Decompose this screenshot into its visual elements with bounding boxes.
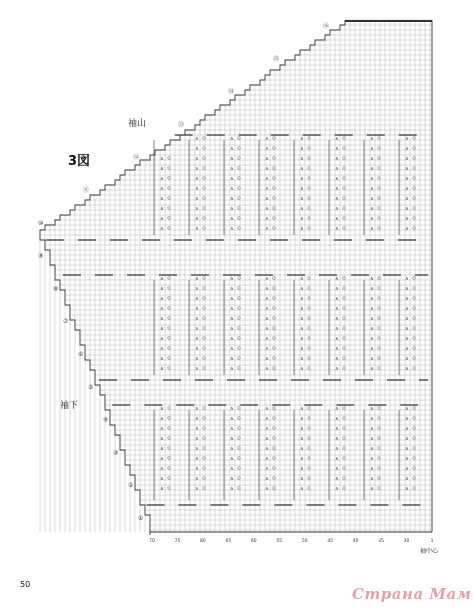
svg-text:∧: ∧ bbox=[230, 176, 234, 182]
svg-text:∧: ∧ bbox=[230, 156, 234, 162]
svg-text:∧: ∧ bbox=[335, 296, 339, 302]
svg-text:∧: ∧ bbox=[405, 426, 409, 432]
svg-text:∧: ∧ bbox=[160, 476, 164, 482]
svg-text:∧: ∧ bbox=[265, 176, 269, 182]
svg-text:∧: ∧ bbox=[265, 406, 269, 412]
svg-text:∧: ∧ bbox=[405, 476, 409, 482]
svg-text:∧: ∧ bbox=[195, 476, 199, 482]
svg-text:∧: ∧ bbox=[160, 316, 164, 322]
svg-text:∧: ∧ bbox=[230, 356, 234, 362]
svg-text:∧: ∧ bbox=[265, 156, 269, 162]
svg-text:∧: ∧ bbox=[265, 476, 269, 482]
svg-text:∧: ∧ bbox=[300, 366, 304, 372]
svg-text:∧: ∧ bbox=[335, 316, 339, 322]
svg-text:∧: ∧ bbox=[230, 296, 234, 302]
svg-text:∧: ∧ bbox=[230, 316, 234, 322]
svg-text:∧: ∧ bbox=[405, 296, 409, 302]
svg-text:∧: ∧ bbox=[370, 186, 374, 192]
svg-text:∧: ∧ bbox=[195, 366, 199, 372]
svg-text:∧: ∧ bbox=[230, 406, 234, 412]
svg-text:∧: ∧ bbox=[195, 276, 199, 282]
row-marker: ⑮ bbox=[273, 55, 280, 63]
svg-text:∧: ∧ bbox=[230, 446, 234, 452]
svg-text:∧: ∧ bbox=[300, 196, 304, 202]
svg-text:∧: ∧ bbox=[335, 176, 339, 182]
svg-text:∧: ∧ bbox=[300, 136, 304, 142]
svg-text:∧: ∧ bbox=[300, 406, 304, 412]
svg-text:∧: ∧ bbox=[370, 476, 374, 482]
svg-text:∧: ∧ bbox=[265, 316, 269, 322]
row-marker: ④ bbox=[103, 416, 109, 424]
underarm-label: 袖下 bbox=[60, 401, 79, 411]
axis-tick-label: 35 bbox=[378, 539, 384, 544]
svg-text:∧: ∧ bbox=[405, 446, 409, 452]
svg-text:∧: ∧ bbox=[265, 486, 269, 492]
svg-text:∧: ∧ bbox=[160, 426, 164, 432]
svg-text:∧: ∧ bbox=[265, 286, 269, 292]
row-marker: ⑬ bbox=[178, 121, 185, 129]
svg-text:∧: ∧ bbox=[300, 476, 304, 482]
svg-text:∧: ∧ bbox=[230, 436, 234, 442]
svg-text:∧: ∧ bbox=[230, 426, 234, 432]
row-marker: ⑤ bbox=[88, 383, 94, 391]
svg-text:∧: ∧ bbox=[195, 426, 199, 432]
svg-text:∧: ∧ bbox=[300, 346, 304, 352]
svg-text:∧: ∧ bbox=[335, 336, 339, 342]
svg-text:∧: ∧ bbox=[265, 226, 269, 232]
svg-text:∧: ∧ bbox=[230, 286, 234, 292]
svg-text:∧: ∧ bbox=[230, 166, 234, 172]
svg-text:∧: ∧ bbox=[160, 306, 164, 312]
svg-text:∧: ∧ bbox=[300, 186, 304, 192]
svg-text:∧: ∧ bbox=[370, 276, 374, 282]
svg-text:∧: ∧ bbox=[265, 166, 269, 172]
svg-text:∧: ∧ bbox=[160, 226, 164, 232]
svg-text:∧: ∧ bbox=[265, 346, 269, 352]
svg-text:∧: ∧ bbox=[370, 336, 374, 342]
svg-text:∧: ∧ bbox=[265, 416, 269, 422]
svg-text:∧: ∧ bbox=[230, 456, 234, 462]
svg-text:∧: ∧ bbox=[335, 476, 339, 482]
svg-text:∧: ∧ bbox=[300, 436, 304, 442]
axis-tick-label: 40 bbox=[352, 539, 359, 544]
svg-text:∧: ∧ bbox=[370, 156, 374, 162]
svg-text:∧: ∧ bbox=[160, 166, 164, 172]
svg-text:∧: ∧ bbox=[405, 136, 409, 142]
axis-tick-label: 50 bbox=[301, 539, 308, 544]
svg-text:∧: ∧ bbox=[195, 216, 199, 222]
svg-text:∧: ∧ bbox=[335, 456, 339, 462]
svg-text:∧: ∧ bbox=[370, 166, 374, 172]
svg-text:∧: ∧ bbox=[300, 326, 304, 332]
axis-tick-label: 30 bbox=[403, 539, 410, 544]
svg-text:∧: ∧ bbox=[195, 326, 199, 332]
row-marker: ⑭ bbox=[228, 88, 235, 96]
svg-text:∧: ∧ bbox=[265, 146, 269, 152]
axis-tick-label: 65 bbox=[225, 539, 232, 544]
svg-text:∧: ∧ bbox=[405, 466, 409, 472]
svg-text:∧: ∧ bbox=[405, 206, 409, 212]
svg-text:∧: ∧ bbox=[195, 166, 199, 172]
svg-text:∧: ∧ bbox=[405, 436, 409, 442]
svg-text:∧: ∧ bbox=[335, 426, 339, 432]
svg-text:∧: ∧ bbox=[405, 356, 409, 362]
svg-text:∧: ∧ bbox=[160, 416, 164, 422]
svg-text:∧: ∧ bbox=[405, 456, 409, 462]
axis-tick-label: 80 bbox=[200, 539, 206, 544]
svg-text:∧: ∧ bbox=[335, 146, 339, 152]
svg-text:∧: ∧ bbox=[160, 196, 164, 202]
svg-text:∧: ∧ bbox=[300, 456, 304, 462]
svg-text:∧: ∧ bbox=[265, 296, 269, 302]
svg-text:∧: ∧ bbox=[300, 446, 304, 452]
svg-text:∧: ∧ bbox=[405, 176, 409, 182]
svg-text:∧: ∧ bbox=[230, 216, 234, 222]
svg-text:∧: ∧ bbox=[300, 486, 304, 492]
axis-tick-label: 75 bbox=[174, 539, 181, 544]
svg-text:∧: ∧ bbox=[335, 156, 339, 162]
svg-text:∧: ∧ bbox=[370, 446, 374, 452]
svg-text:∧: ∧ bbox=[195, 196, 199, 202]
svg-text:∧: ∧ bbox=[195, 466, 199, 472]
svg-text:∧: ∧ bbox=[370, 306, 374, 312]
svg-text:∧: ∧ bbox=[265, 306, 269, 312]
svg-text:∧: ∧ bbox=[370, 316, 374, 322]
svg-text:∧: ∧ bbox=[405, 186, 409, 192]
axis-tick-label: 70 bbox=[149, 539, 155, 544]
svg-text:∧: ∧ bbox=[335, 136, 339, 142]
svg-text:∧: ∧ bbox=[300, 426, 304, 432]
svg-text:∧: ∧ bbox=[300, 286, 304, 292]
row-marker: ③ bbox=[113, 449, 119, 457]
svg-text:∧: ∧ bbox=[370, 196, 374, 202]
svg-text:∧: ∧ bbox=[300, 146, 304, 152]
svg-text:∧: ∧ bbox=[405, 366, 409, 372]
svg-text:∧: ∧ bbox=[230, 146, 234, 152]
svg-text:∧: ∧ bbox=[230, 466, 234, 472]
svg-text:∧: ∧ bbox=[405, 146, 409, 152]
svg-text:∧: ∧ bbox=[405, 416, 409, 422]
svg-text:∧: ∧ bbox=[265, 436, 269, 442]
svg-text:∧: ∧ bbox=[370, 466, 374, 472]
svg-text:∧: ∧ bbox=[405, 166, 409, 172]
row-marker: ⑧ bbox=[53, 285, 59, 293]
svg-text:∧: ∧ bbox=[300, 306, 304, 312]
svg-text:∧: ∧ bbox=[300, 176, 304, 182]
axis-tick-label: 55 bbox=[276, 539, 283, 544]
svg-text:∧: ∧ bbox=[335, 196, 339, 202]
row-marker: ⑪ bbox=[83, 187, 90, 194]
svg-text:∧: ∧ bbox=[160, 156, 164, 162]
svg-text:∧: ∧ bbox=[195, 176, 199, 182]
svg-text:∧: ∧ bbox=[265, 426, 269, 432]
svg-text:∧: ∧ bbox=[405, 326, 409, 332]
svg-text:∧: ∧ bbox=[160, 276, 164, 282]
svg-text:∧: ∧ bbox=[405, 306, 409, 312]
svg-text:∧: ∧ bbox=[370, 226, 374, 232]
svg-text:∧: ∧ bbox=[335, 186, 339, 192]
svg-text:∧: ∧ bbox=[230, 206, 234, 212]
sleeve-cap-label: 袖山 bbox=[128, 119, 147, 129]
svg-text:∧: ∧ bbox=[160, 176, 164, 182]
row-marker: ⑫ bbox=[133, 154, 140, 162]
svg-text:∧: ∧ bbox=[335, 206, 339, 212]
svg-text:∧: ∧ bbox=[300, 316, 304, 322]
svg-text:∧: ∧ bbox=[265, 326, 269, 332]
svg-text:∧: ∧ bbox=[300, 156, 304, 162]
svg-text:∧: ∧ bbox=[265, 366, 269, 372]
svg-text:∧: ∧ bbox=[230, 486, 234, 492]
svg-text:∧: ∧ bbox=[160, 436, 164, 442]
svg-text:∧: ∧ bbox=[370, 426, 374, 432]
svg-text:∧: ∧ bbox=[405, 216, 409, 222]
svg-text:∧: ∧ bbox=[195, 226, 199, 232]
svg-text:∧: ∧ bbox=[195, 316, 199, 322]
svg-text:∧: ∧ bbox=[370, 206, 374, 212]
svg-text:∧: ∧ bbox=[335, 436, 339, 442]
svg-text:∧: ∧ bbox=[195, 456, 199, 462]
svg-text:∧: ∧ bbox=[230, 476, 234, 482]
svg-text:∧: ∧ bbox=[195, 136, 199, 142]
svg-text:∧: ∧ bbox=[160, 286, 164, 292]
svg-text:∧: ∧ bbox=[405, 336, 409, 342]
svg-text:∧: ∧ bbox=[335, 166, 339, 172]
svg-text:∧: ∧ bbox=[335, 306, 339, 312]
svg-text:∧: ∧ bbox=[370, 286, 374, 292]
page-number: 50 bbox=[20, 580, 31, 589]
svg-text:∧: ∧ bbox=[300, 336, 304, 342]
svg-text:∧: ∧ bbox=[265, 136, 269, 142]
svg-text:∧: ∧ bbox=[195, 406, 199, 412]
svg-text:∧: ∧ bbox=[335, 446, 339, 452]
svg-text:∧: ∧ bbox=[195, 296, 199, 302]
svg-text:∧: ∧ bbox=[160, 446, 164, 452]
svg-text:∧: ∧ bbox=[335, 346, 339, 352]
svg-text:∧: ∧ bbox=[230, 366, 234, 372]
svg-text:∧: ∧ bbox=[300, 206, 304, 212]
svg-text:∧: ∧ bbox=[405, 406, 409, 412]
svg-text:∧: ∧ bbox=[160, 346, 164, 352]
svg-text:∧: ∧ bbox=[370, 136, 374, 142]
svg-text:∧: ∧ bbox=[265, 186, 269, 192]
svg-text:∧: ∧ bbox=[195, 146, 199, 152]
row-marker: ② bbox=[128, 482, 134, 490]
svg-text:∧: ∧ bbox=[230, 306, 234, 312]
svg-text:∧: ∧ bbox=[335, 466, 339, 472]
svg-text:∧: ∧ bbox=[230, 226, 234, 232]
svg-text:∧: ∧ bbox=[195, 156, 199, 162]
svg-text:∧: ∧ bbox=[195, 336, 199, 342]
row-marker: ⑩ bbox=[38, 219, 44, 227]
svg-text:∧: ∧ bbox=[160, 406, 164, 412]
svg-text:∧: ∧ bbox=[335, 416, 339, 422]
svg-text:∧: ∧ bbox=[335, 226, 339, 232]
svg-text:∧: ∧ bbox=[265, 446, 269, 452]
svg-text:∧: ∧ bbox=[160, 186, 164, 192]
axis-tick-label: 60 bbox=[250, 539, 257, 544]
svg-text:∧: ∧ bbox=[370, 406, 374, 412]
svg-text:∧: ∧ bbox=[160, 366, 164, 372]
svg-text:∧: ∧ bbox=[370, 296, 374, 302]
svg-text:∧: ∧ bbox=[195, 346, 199, 352]
svg-text:∧: ∧ bbox=[160, 206, 164, 212]
svg-text:∧: ∧ bbox=[160, 356, 164, 362]
svg-text:∧: ∧ bbox=[370, 146, 374, 152]
svg-text:∧: ∧ bbox=[335, 216, 339, 222]
axis-tick-label: 45 bbox=[327, 539, 334, 544]
svg-text:∧: ∧ bbox=[195, 286, 199, 292]
svg-text:∧: ∧ bbox=[265, 336, 269, 342]
svg-text:∧: ∧ bbox=[335, 486, 339, 492]
svg-text:∧: ∧ bbox=[230, 136, 234, 142]
svg-text:∧: ∧ bbox=[300, 226, 304, 232]
svg-text:∧: ∧ bbox=[230, 196, 234, 202]
svg-text:∧: ∧ bbox=[265, 356, 269, 362]
svg-text:∧: ∧ bbox=[300, 466, 304, 472]
svg-text:∧: ∧ bbox=[195, 436, 199, 442]
row-marker: ⑨ bbox=[38, 252, 44, 260]
axis-tick-label: 1 bbox=[430, 539, 434, 544]
svg-text:∧: ∧ bbox=[160, 296, 164, 302]
svg-text:∧: ∧ bbox=[405, 486, 409, 492]
svg-text:∧: ∧ bbox=[335, 406, 339, 412]
svg-text:∧: ∧ bbox=[265, 276, 269, 282]
svg-text:∧: ∧ bbox=[300, 416, 304, 422]
svg-text:∧: ∧ bbox=[335, 366, 339, 372]
svg-text:∧: ∧ bbox=[230, 346, 234, 352]
svg-text:∧: ∧ bbox=[370, 416, 374, 422]
row-marker: ⑥ bbox=[78, 351, 84, 358]
svg-text:∧: ∧ bbox=[370, 176, 374, 182]
svg-text:∧: ∧ bbox=[405, 316, 409, 322]
svg-text:∧: ∧ bbox=[160, 216, 164, 222]
svg-text:∧: ∧ bbox=[265, 456, 269, 462]
svg-text:∧: ∧ bbox=[265, 196, 269, 202]
svg-text:∧: ∧ bbox=[195, 446, 199, 452]
svg-text:∧: ∧ bbox=[195, 186, 199, 192]
svg-text:∧: ∧ bbox=[230, 416, 234, 422]
svg-text:∧: ∧ bbox=[370, 216, 374, 222]
svg-text:∧: ∧ bbox=[405, 196, 409, 202]
svg-text:∧: ∧ bbox=[195, 206, 199, 212]
svg-text:∧: ∧ bbox=[335, 326, 339, 332]
svg-text:∧: ∧ bbox=[370, 326, 374, 332]
svg-text:∧: ∧ bbox=[195, 306, 199, 312]
svg-text:∧: ∧ bbox=[265, 206, 269, 212]
row-marker: ① bbox=[138, 515, 144, 522]
svg-text:∧: ∧ bbox=[300, 216, 304, 222]
svg-text:∧: ∧ bbox=[405, 226, 409, 232]
svg-text:∧: ∧ bbox=[370, 486, 374, 492]
svg-text:∧: ∧ bbox=[370, 356, 374, 362]
svg-text:∧: ∧ bbox=[300, 296, 304, 302]
svg-text:∧: ∧ bbox=[370, 346, 374, 352]
svg-text:∧: ∧ bbox=[195, 486, 199, 492]
svg-text:∧: ∧ bbox=[335, 286, 339, 292]
svg-text:∧: ∧ bbox=[300, 166, 304, 172]
svg-text:∧: ∧ bbox=[265, 216, 269, 222]
svg-text:∧: ∧ bbox=[370, 456, 374, 462]
site-watermark: Страна Мам bbox=[352, 585, 472, 603]
svg-text:∧: ∧ bbox=[230, 336, 234, 342]
svg-text:∧: ∧ bbox=[405, 156, 409, 162]
svg-text:∧: ∧ bbox=[195, 356, 199, 362]
row-marker: ⑯ bbox=[323, 23, 330, 30]
svg-text:∧: ∧ bbox=[405, 346, 409, 352]
svg-text:∧: ∧ bbox=[230, 326, 234, 332]
svg-text:∧: ∧ bbox=[265, 466, 269, 472]
row-marker: ⑦ bbox=[63, 318, 69, 326]
svg-text:∧: ∧ bbox=[160, 466, 164, 472]
svg-text:∧: ∧ bbox=[370, 436, 374, 442]
figure-title: 3図 bbox=[68, 154, 91, 169]
svg-text:∧: ∧ bbox=[405, 286, 409, 292]
svg-text:∧: ∧ bbox=[230, 276, 234, 282]
svg-text:∧: ∧ bbox=[160, 486, 164, 492]
svg-text:∧: ∧ bbox=[195, 416, 199, 422]
svg-text:∧: ∧ bbox=[335, 356, 339, 362]
svg-text:∧: ∧ bbox=[160, 336, 164, 342]
sleeve-center-label: 袖中心 bbox=[420, 548, 439, 555]
svg-text:∧: ∧ bbox=[405, 276, 409, 282]
svg-text:∧: ∧ bbox=[335, 276, 339, 282]
svg-text:∧: ∧ bbox=[230, 186, 234, 192]
svg-text:∧: ∧ bbox=[300, 276, 304, 282]
svg-text:∧: ∧ bbox=[160, 326, 164, 332]
svg-text:∧: ∧ bbox=[370, 366, 374, 372]
svg-text:∧: ∧ bbox=[300, 356, 304, 362]
svg-text:∧: ∧ bbox=[160, 456, 164, 462]
